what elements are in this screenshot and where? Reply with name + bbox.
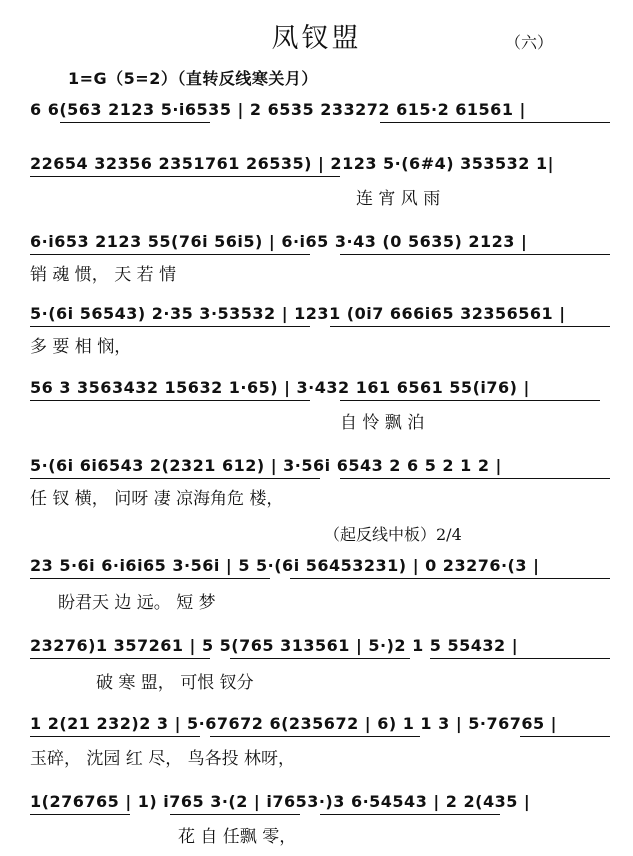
lyrics-line-10: 花 自 任飘 零， [178,827,297,847]
music-line-1: 6 6(563 2123 5·i6535 | 2 6535 233272 615·2 61561 | [30,100,526,119]
lyrics-line-4: 多 要 相 悯， [30,337,132,357]
music-line-9: 1 2(21 232)2 3 | 5·67672 6(235672 | 6) 1 1 3 | 5·76765 | [30,714,558,733]
score-title: 凤钗盟 [271,23,362,54]
music-line-5: 56 3 3563432 15632 1·65) | 3·432 161 6561 55(i76) | [30,378,530,397]
music-line-7: 23 5·6i 6·i6i65 3·56i | 5 5·(6i 56453231) | 0 23276·(3 | [30,556,540,575]
music-line-3: 6·i653 2123 55(76i 56i5) | 6·i65 3·43 (0 5635) 2123 | [30,232,528,251]
key-signature: 1=G（5=2）（直转反线寒关月） [68,69,318,88]
lyrics-line-2: 连 宵 风 雨 [356,189,441,209]
music-line-10: 1(276765 | 1) i765 3·(2 | i7653·)3 6·54543 | 2 2(435 | [30,792,531,811]
music-line-4: 5·(6i 56543) 2·35 3·53532 | 1231 (0i7 666i65 32356561 | [30,304,566,323]
lyrics-line-7: 盼君天 边 远。 短 梦 [58,593,216,613]
lyrics-line-6: 任 钗 横， 问呀 凄 凉海角危 楼， [30,489,284,509]
lyrics-line-3: 销 魂 惯， 天 若 情 [30,265,177,285]
part-number: （六） [505,33,554,52]
tempo-marking: （起反线中板）2/4 [324,525,462,544]
lyrics-line-9: 玉碎， 沈园 红 尽， 鸟各投 林呀， [30,749,296,769]
lyrics-line-5: 自 怜 飘 泊 [340,413,425,433]
music-line-8: 23276)1 357261 | 5 5(765 313561 | 5·)2 1 5 55432 | [30,636,519,655]
music-line-2: 22654 32356 2351761 26535) | 2123 5·(6#4) 353532 1| [30,154,554,173]
music-line-6: 5·(6i 6i6543 2(2321 612) | 3·56i 6543 2 6 5 2 1 2 | [30,456,502,475]
lyrics-line-8: 破 寒 盟， 可恨 钗分 [96,673,254,693]
